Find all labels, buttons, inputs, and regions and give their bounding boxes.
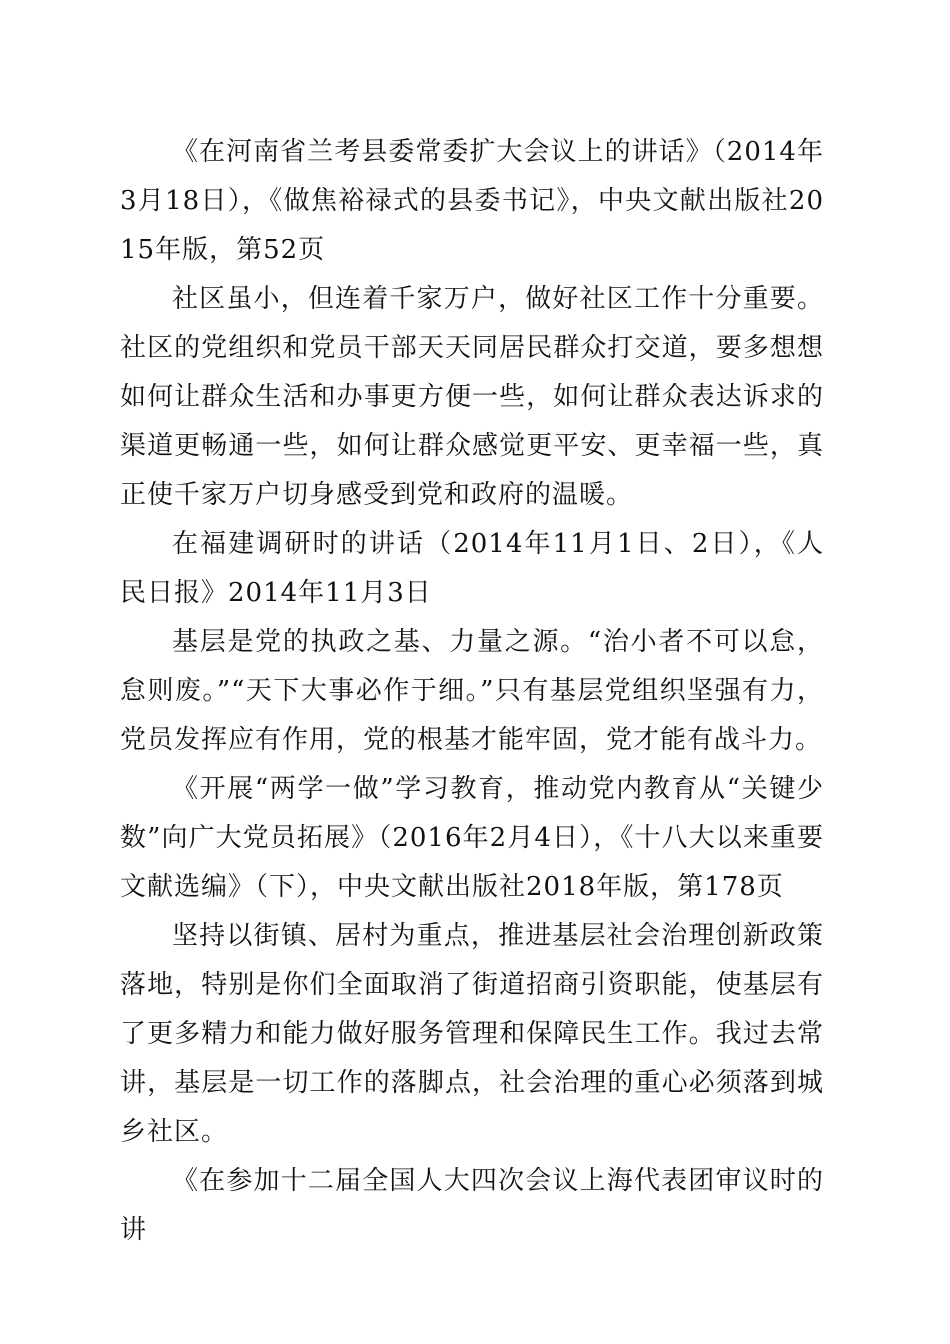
quote-paragraph-1: 社区虽小，但连着千家万户，做好社区工作十分重要。社区的党组织和党员干部天天同居民群众打交道，要多想想如何让群众生活和办事更方便一些，如何让群众表达诉求的渠道更畅通一些，如何让群众感觉更平安、更幸福一些，真正使千家万户切身感受到党和政府的温暖。	[120, 284, 824, 510]
citation-paragraph-1: 《在河南省兰考县委常委扩大会议上的讲话》（2014年3月18日），《做焦裕禄式的县委书记》，中央文献出版社2015年版，第52页	[120, 137, 824, 265]
citation-paragraph-3: 《开展“两学一做”学习教育，推动党内教育从“关键少数”向广大党员拓展》（2016年2月4日），《十八大以来重要文献选编》（下），中央文献出版社2018年版，第178页	[120, 774, 824, 902]
quote-paragraph-2: 基层是党的执政之基、力量之源。“治小者不可以怠，怠则废。”“天下大事必作于细。”只有基层党组织坚强有力，党员发挥应有作用，党的根基才能牢固，党才能有战斗力。	[120, 627, 824, 755]
citation-paragraph-4: 《在参加十二届全国人大四次会议上海代表团审议时的讲	[120, 1166, 824, 1245]
citation-paragraph-2: 在福建调研时的讲话（2014年11月1日、2日），《人民日报》2014年11月3日	[120, 529, 824, 608]
document-body	[120, 128, 824, 1255]
quote-paragraph-3: 坚持以街镇、居村为重点，推进基层社会治理创新政策落地，特别是你们全面取消了街道招商引资职能，使基层有了更多精力和能力做好服务管理和保障民生工作。我过去常讲，基层是一切工作的落脚点，社会治理的重心必须落到城乡社区。	[120, 921, 824, 1147]
